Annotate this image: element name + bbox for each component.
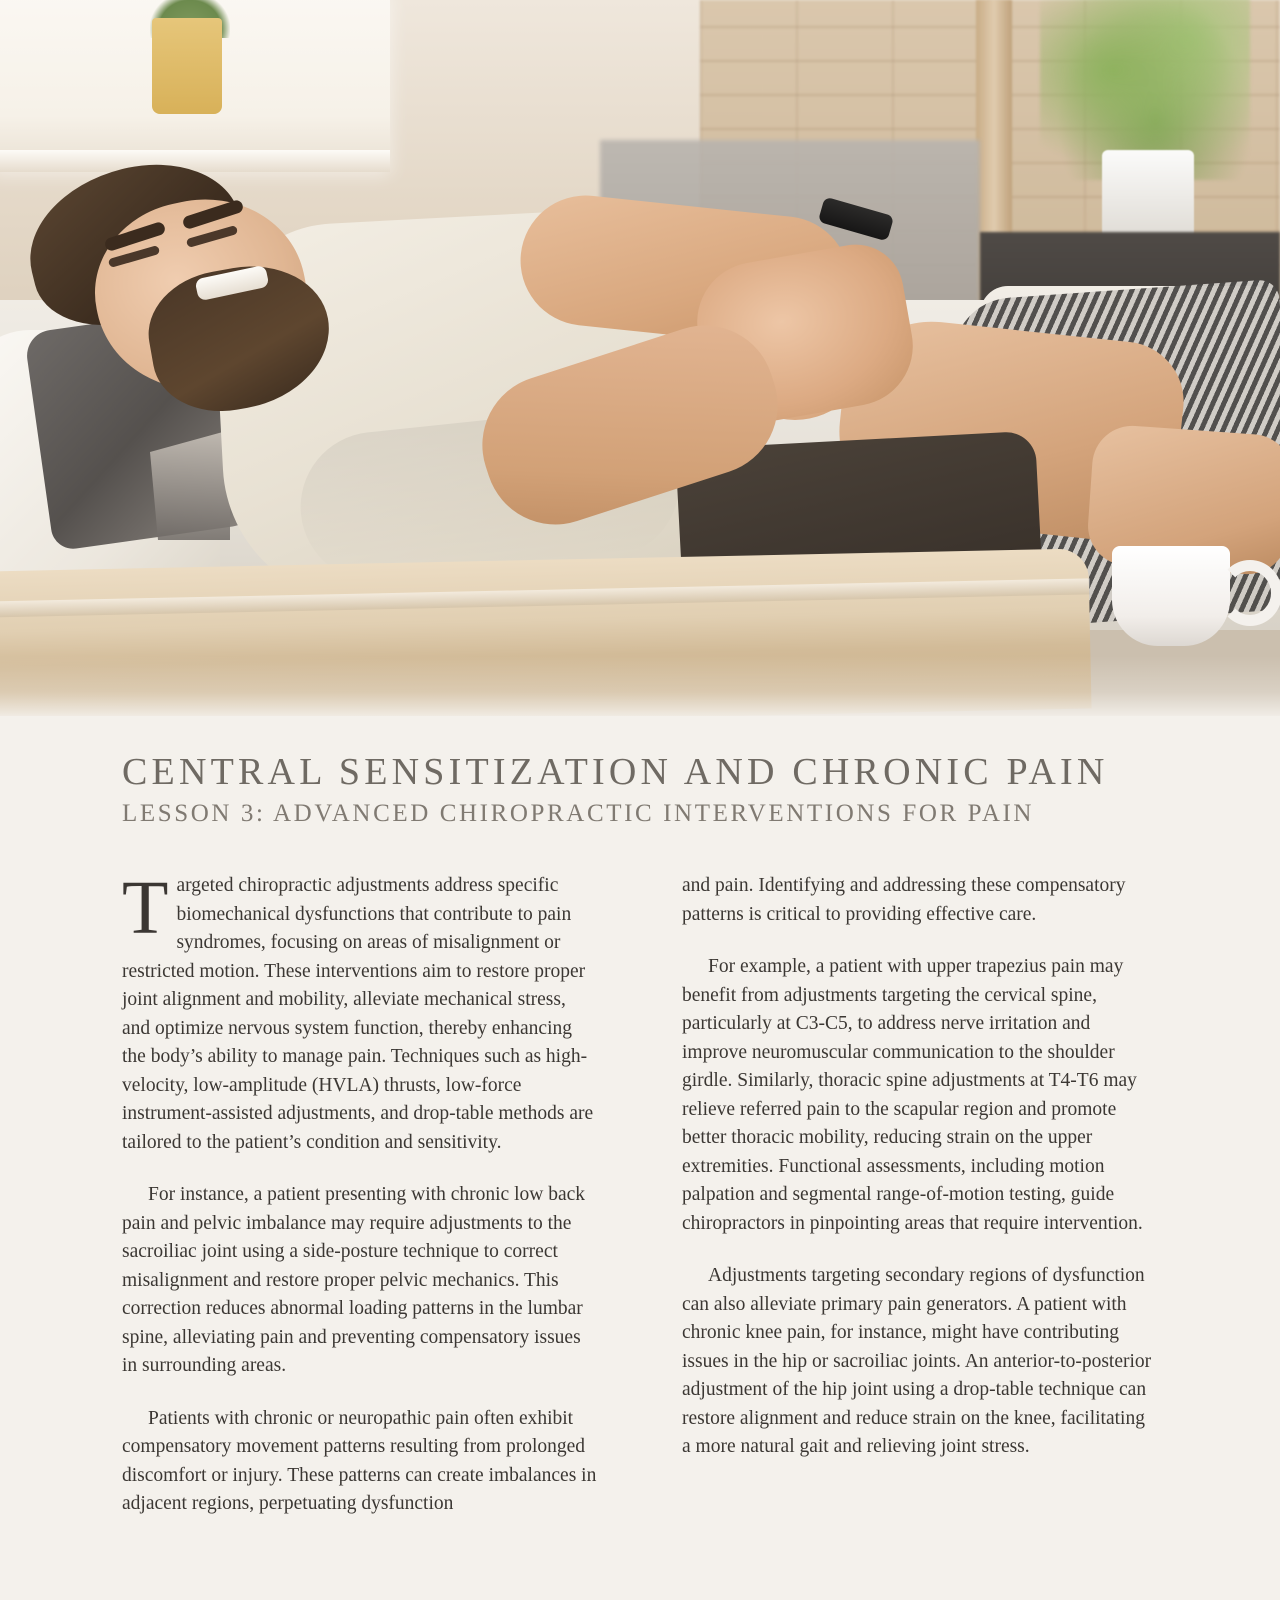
- window-sill: [0, 150, 390, 172]
- left-column: [122, 866, 598, 1543]
- hero-scene: [0, 0, 1280, 716]
- hero-bottom-fade: [0, 656, 1280, 716]
- drop-cap: T: [122, 866, 169, 950]
- coffee-cup-handle: [1218, 560, 1280, 626]
- page-subtitle: LESSON 3: ADVANCED CHIROPRACTIC INTERVENTIONS FOR PAIN: [122, 800, 1035, 827]
- window-plant-pot: [152, 18, 222, 114]
- right-column: [682, 872, 1158, 1543]
- paragraph: For example, a patient with upper trapezius pain may benefit from adjustments targeting the cervical spine, particularly at C3-C5, to address nerve irritation and improve neuromuscular communication to the shoulder girdle. Similarly, thoracic spine adjustments at T4-T6 may relieve referred pain to the scapular region and promote better thoracic mobility, reducing strain on the upper extremities. Functional assessments, including motion palpation and segmental range-of-motion testing, guide chiropractors in pinpointing areas that require intervention.: [682, 956, 1143, 1234]
- page-title: CENTRAL SENSITIZATION AND CHRONIC PAIN: [122, 751, 1109, 793]
- paragraph: For instance, a patient presenting with chronic low back pain and pelvic imbalance may require adjustments to the sacroiliac joint using a side-posture technique to correct misalignment and restore proper pelvic mechanics. This correction reduces abnormal loading patterns in the lumbar spine, alleviating pain and preventing compensatory issues in surrounding areas.: [122, 1184, 585, 1376]
- paragraph-text: argeted chiropractic adjustments address specific biomechanical dysfunctions that contribute to pain syndromes, focusing on areas of misalignment or restricted motion. These interventions aim to restore proper joint alignment and mobility, alleviate mechanical stress, and optimize nervous system function, thereby enhancing the body’s ability to manage pain. Techniques such as high-velocity, low-amplitude (HVLA) thrusts, low-force instrument-assisted adjustments, and drop-table methods are tailored to the patient’s condition and sensitivity.: [122, 875, 594, 1153]
- paragraph: and pain. Identifying and addressing these compensatory patterns is critical to providing effective care.: [682, 875, 1126, 925]
- two-column-layout: [122, 866, 1158, 1543]
- paragraph: Adjustments targeting secondary regions of dysfunction can also alleviate primary pain generators. A patient with chronic knee pain, for instance, might have contributing issues in the hip or sacroiliac joints. An anterior-to-posterior adjustment of the hip joint using a drop-table technique can restore alignment and reduce strain on the knee, facilitating a more natural gait and relieving joint stress.: [682, 1265, 1152, 1457]
- coffee-cup: [1112, 546, 1230, 646]
- hero-image: [0, 0, 1280, 716]
- paragraph: Patients with chronic or neuropathic pain often exhibit compensatory movement patterns resulting from prolonged discomfort or injury. These patterns can create imbalances in adjacent regions, perpetuating dysfunction: [122, 1407, 597, 1514]
- paragraph: [122, 866, 598, 1157]
- article-body: [0, 716, 1280, 1543]
